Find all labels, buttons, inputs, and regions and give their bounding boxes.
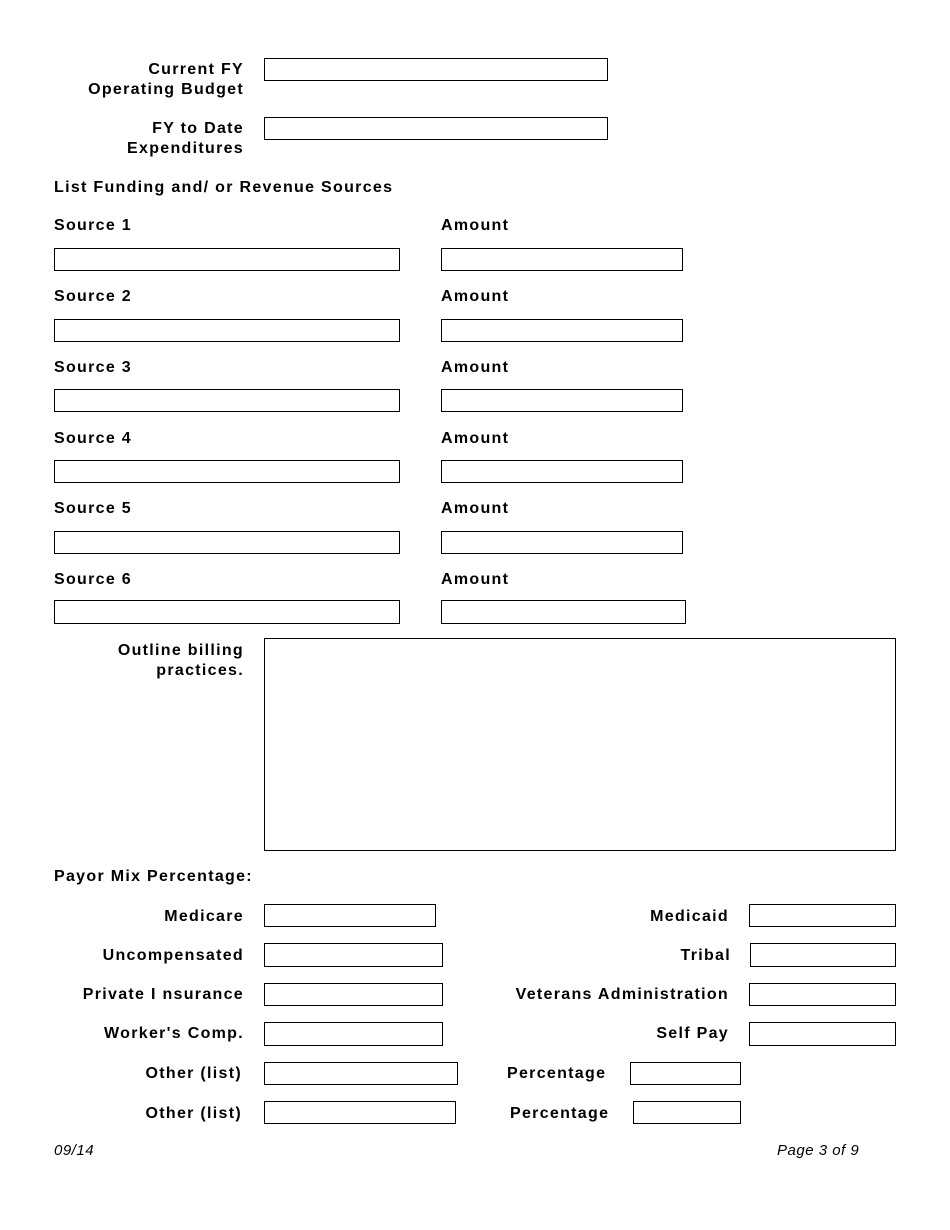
other-2-label: Other (list) [145, 1105, 242, 1122]
source-5-label: Source 5 [54, 500, 132, 517]
billing-practices-textarea[interactable] [264, 638, 896, 851]
amount-5-label: Amount [441, 500, 510, 517]
expenditures-field[interactable] [264, 117, 608, 140]
funding-heading: List Funding and/ or Revenue Sources [54, 179, 394, 196]
medicare-field[interactable] [264, 904, 436, 927]
private-insurance-field[interactable] [264, 983, 443, 1006]
workers-comp-label: Worker's Comp. [104, 1025, 244, 1042]
source-6-field[interactable] [54, 600, 400, 624]
footer-date: 09/14 [54, 1142, 95, 1159]
amount-5-field[interactable] [441, 531, 683, 554]
percentage-1-field[interactable] [630, 1062, 741, 1085]
source-3-label: Source 3 [54, 359, 132, 376]
amount-2-field[interactable] [441, 319, 683, 342]
billing-label-line2: practices. [156, 661, 244, 679]
private-insurance-label: Private I nsurance [82, 986, 244, 1003]
operating-budget-field[interactable] [264, 58, 608, 81]
uncompensated-field[interactable] [264, 943, 443, 967]
operating-label-line2: Operating Budget [88, 80, 244, 98]
current-fy-operating-budget-label [88, 60, 244, 99]
self-pay-label: Self Pay [656, 1025, 729, 1042]
medicaid-field[interactable] [749, 904, 896, 927]
source-2-field[interactable] [54, 319, 400, 342]
amount-4-field[interactable] [441, 460, 683, 483]
workers-comp-field[interactable] [264, 1022, 443, 1046]
source-5-field[interactable] [54, 531, 400, 554]
percentage-1-label: Percentage [507, 1065, 607, 1082]
amount-3-label: Amount [441, 359, 510, 376]
amount-2-label: Amount [441, 288, 510, 305]
tribal-label: Tribal [680, 947, 731, 964]
self-pay-field[interactable] [749, 1022, 896, 1046]
percentage-2-label: Percentage [510, 1105, 610, 1122]
other-1-field[interactable] [264, 1062, 458, 1085]
source-6-label: Source 6 [54, 571, 132, 588]
amount-1-field[interactable] [441, 248, 683, 271]
amount-6-field[interactable] [441, 600, 686, 624]
fy-to-date-expenditures-label [127, 119, 244, 158]
medicaid-label: Medicaid [650, 908, 729, 925]
tribal-field[interactable] [750, 943, 896, 967]
footer-page-number: Page 3 of 9 [777, 1142, 860, 1159]
other-2-field[interactable] [264, 1101, 456, 1124]
source-3-field[interactable] [54, 389, 400, 412]
billing-label-line1: Outline billing [117, 642, 244, 659]
veterans-administration-label: Veterans Administration [515, 986, 729, 1003]
other-1-label: Other (list) [145, 1065, 242, 1082]
source-2-label: Source 2 [54, 288, 132, 305]
source-4-field[interactable] [54, 460, 400, 483]
amount-1-label: Amount [441, 217, 510, 234]
uncompensated-label: Uncompensated [102, 947, 244, 964]
source-1-field[interactable] [54, 248, 400, 271]
amount-4-label: Amount [441, 430, 510, 447]
veterans-administration-field[interactable] [749, 983, 896, 1006]
operating-label-line1: Current FY [148, 61, 244, 78]
expend-label-line1: FY to Date [152, 120, 244, 137]
percentage-2-field[interactable] [633, 1101, 741, 1124]
source-4-label: Source 4 [54, 430, 132, 447]
billing-practices-label [118, 641, 244, 680]
expend-label-line2: Expenditures [127, 139, 244, 157]
amount-6-label: Amount [441, 571, 510, 588]
amount-3-field[interactable] [441, 389, 683, 412]
medicare-label: Medicare [164, 908, 244, 925]
source-1-label: Source 1 [54, 217, 132, 234]
payor-mix-heading: Payor Mix Percentage: [54, 868, 253, 885]
